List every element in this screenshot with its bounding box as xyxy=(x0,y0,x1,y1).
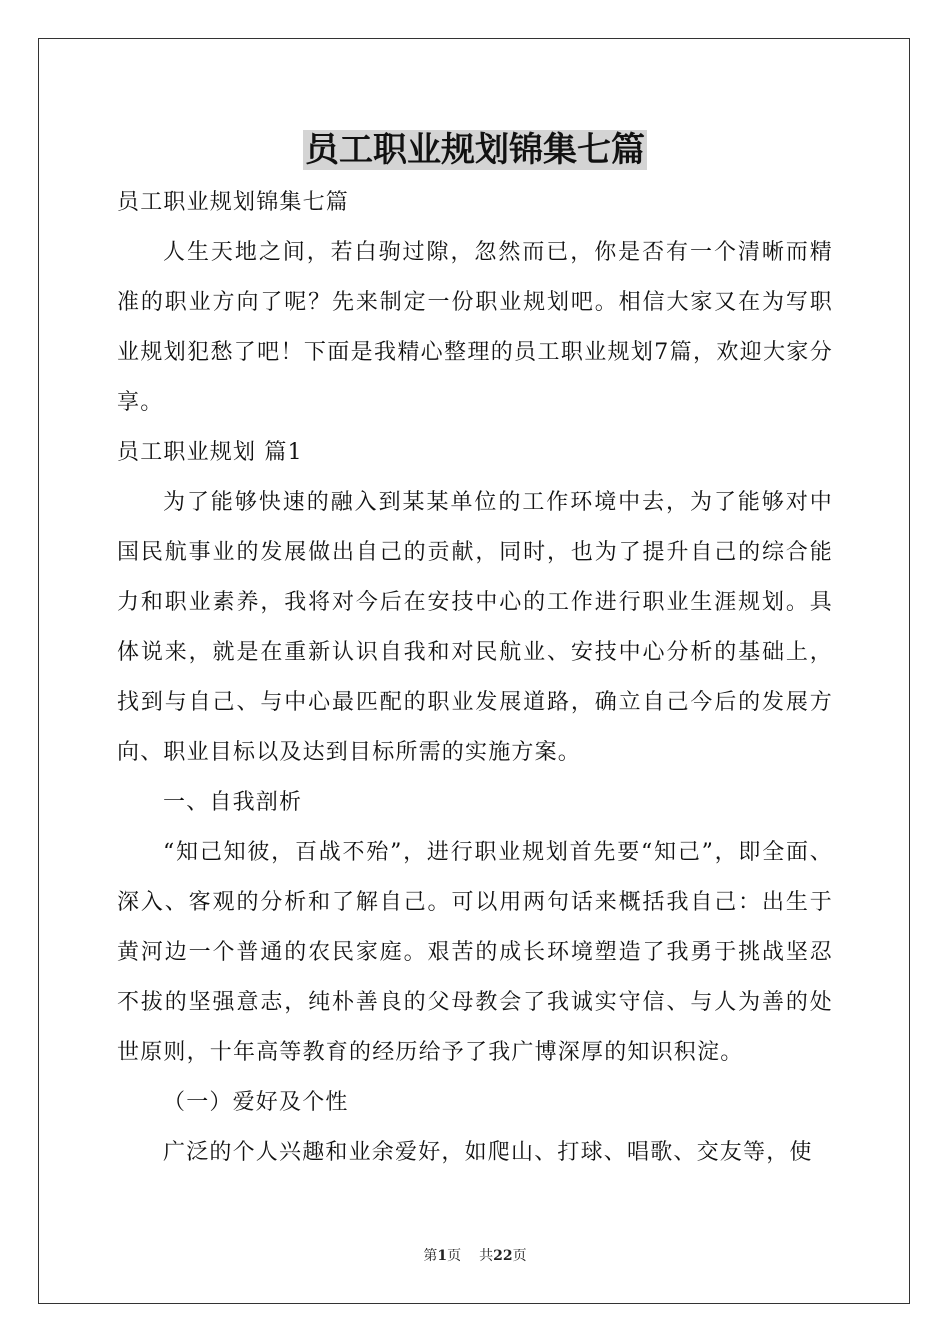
page-footer xyxy=(0,1246,950,1266)
page-suffix: 页 xyxy=(447,1248,462,1264)
document-title-text: 员工职业规划锦集七篇 xyxy=(305,130,645,170)
intro-paragraph: 人生天地之间，若白驹过隙，忽然而已，你是否有一个清晰而精准的职业方向了呢？先来制定一份职业规划吧。相信大家又在为写职业规划犯愁了吧！下面是我精心整理的员工职业规划7篇，欢迎大家分享。 xyxy=(117,240,833,415)
total-suffix: 页 xyxy=(512,1248,527,1264)
subtitle-line: 员工职业规划锦集七篇 xyxy=(117,190,350,215)
body-paragraph: 广泛的个人兴趣和业余爱好，如爬山、打球、唱歌、交友等，使 xyxy=(163,1140,813,1165)
total-prefix: 共 xyxy=(479,1248,494,1264)
page-number: 1 xyxy=(437,1248,448,1264)
body-paragraph: 为了能够快速的融入到某某单位的工作环境中去，为了能够对中国民航事业的发展做出自己的贡献，同时，也为了提升自己的综合能力和职业素养，我将对今后在安技中心的工作进行职业生涯规划。具体说来，就是在重新认识自我和对民航业、安技中心分析的基础上，找到与自己、与中心最匹配的职业发展道路，确立自己今后的发展方向、职业目标以及达到目标所需的实施方案。 xyxy=(117,490,833,765)
total-pages: 22 xyxy=(493,1248,513,1264)
section-heading: 员工职业规划 篇1 xyxy=(117,440,303,465)
page-prefix: 第 xyxy=(423,1248,438,1264)
subsection-heading: 一、自我剖析 xyxy=(163,790,303,815)
document-title xyxy=(0,126,950,174)
body-paragraph: “知己知彼，百战不殆”，进行职业规划首先要“知己”，即全面、深入、客观的分析和了解自己。可以用两句话来概括我自己：出生于黄河边一个普通的农民家庭。艰苦的成长环境塑造了我勇于挑战坚忍不拔的坚强意志，纯朴善良的父母教会了我诚实守信、与人为善的处世原则，十年高等教育的经历给予了我广博深厚的知识积淀。 xyxy=(117,840,833,1065)
document-body xyxy=(117,178,833,1178)
subsection-heading: （一）爱好及个性 xyxy=(163,1090,349,1115)
